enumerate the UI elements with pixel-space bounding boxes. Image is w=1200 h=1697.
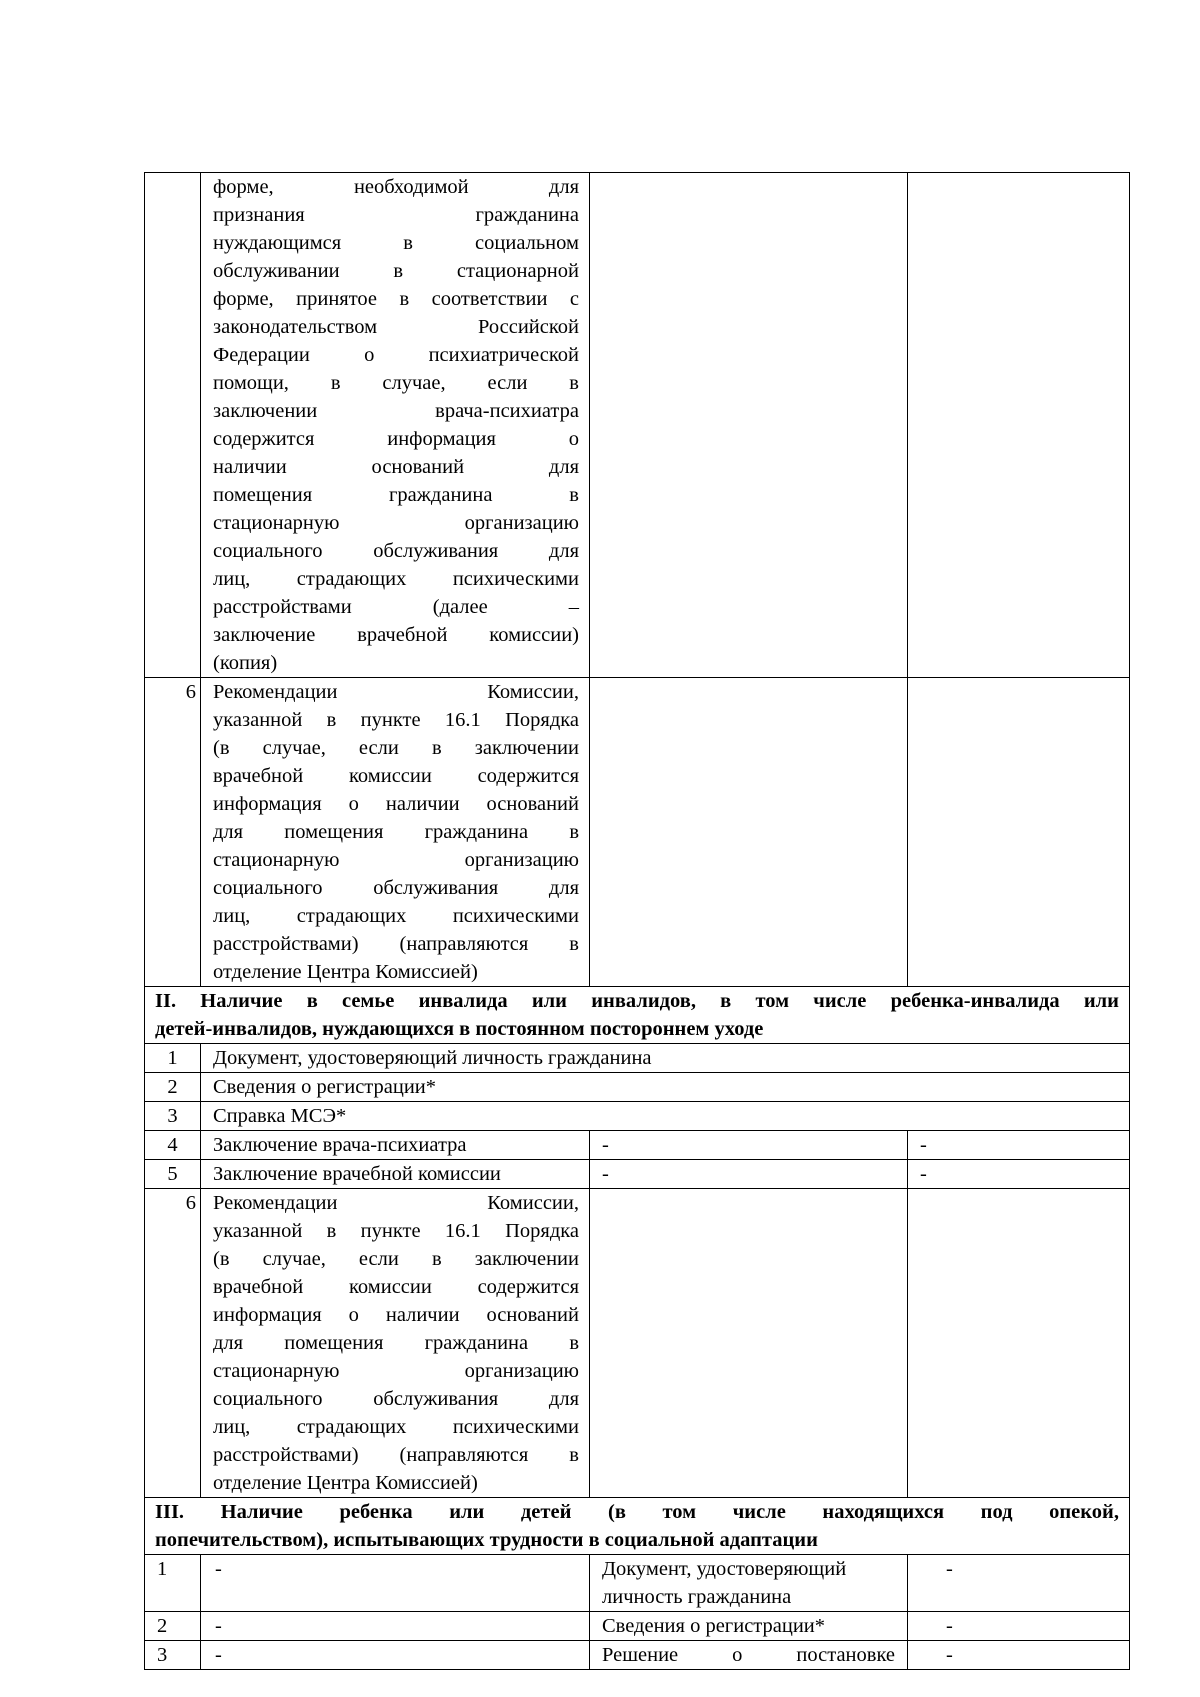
row-number: 6	[145, 1189, 201, 1498]
document-description: Документ, удостоверяющий личность гражданина	[201, 1044, 1130, 1073]
document-description: Сведения о регистрации*	[590, 1612, 908, 1641]
dash-cell: -	[908, 1612, 1130, 1641]
row-number: 6	[145, 678, 201, 987]
empty-cell	[908, 1189, 1130, 1498]
table-row	[145, 1131, 1130, 1160]
section-heading: II. Наличие в семье инвалида или инвалидов, в том числе ребенка-инвалида или детей-инвалидов, нуждающихся в постоянном постороннем уходе	[145, 987, 1130, 1044]
dash-cell: -	[908, 1131, 1130, 1160]
document-description: Рекомендации Комиссии, указанной в пункте 16.1 Порядка (в случае, если в заключении врачебной комиссии содержится информация о наличии оснований для помещения гражданина в стационарную организацию социального обслуживания для лиц, страдающих психическими расстройствами) (направляются в отделение Центра Комиссией)	[201, 1189, 590, 1498]
document-description: Решение о постановке	[590, 1641, 908, 1670]
table-row	[145, 1612, 1130, 1641]
row-number: 2	[145, 1073, 201, 1102]
document-description: Справка МСЭ*	[201, 1102, 1130, 1131]
row-number: 5	[145, 1160, 201, 1189]
dash-cell: -	[908, 1641, 1130, 1670]
dash-cell: -	[201, 1555, 590, 1612]
row-number: 3	[145, 1102, 201, 1131]
empty-cell	[908, 173, 1130, 678]
row-number: 2	[145, 1612, 201, 1641]
row-number-cell	[145, 173, 201, 678]
document-description: Документ, удостоверяющий личность гражданина	[590, 1555, 908, 1612]
section-heading: III. Наличие ребенка или детей (в том числе находящихся под опекой, попечительством), испытывающих трудности в социальной адаптации	[145, 1498, 1130, 1555]
dash-cell: -	[908, 1555, 1130, 1612]
document-description: форме, необходимой для признания гражданина нуждающимся в социальном обслуживании в стационарной форме, принятое в соответствии с законодательством Российской Федерации о психиатрической помощи, в случае, если в заключении врача-психиатра содержится информация о наличии оснований для помещения гражданина в стационарную организацию социального обслуживания для лиц, страдающих психическими расстройствами (далее – заключение врачебной комиссии) (копия)	[201, 173, 590, 678]
table-row	[145, 1044, 1130, 1073]
documents-table	[144, 172, 1130, 1670]
table-row	[145, 1189, 1130, 1498]
table-row	[145, 1641, 1130, 1670]
row-number: 4	[145, 1131, 201, 1160]
empty-cell	[908, 678, 1130, 987]
table-row	[145, 173, 1130, 678]
empty-cell	[590, 1189, 908, 1498]
document-description: Заключение врачебной комиссии	[201, 1160, 590, 1189]
empty-cell	[590, 678, 908, 987]
section-heading-row	[145, 987, 1130, 1044]
row-number: 1	[145, 1555, 201, 1612]
dash-cell: -	[590, 1160, 908, 1189]
document-description: Заключение врача-психиатра	[201, 1131, 590, 1160]
dash-cell: -	[590, 1131, 908, 1160]
row-number: 3	[145, 1641, 201, 1670]
empty-cell	[590, 173, 908, 678]
document-description: Сведения о регистрации*	[201, 1073, 1130, 1102]
table-row	[145, 678, 1130, 987]
table-row	[145, 1102, 1130, 1131]
table-row	[145, 1160, 1130, 1189]
dash-cell: -	[908, 1160, 1130, 1189]
dash-cell: -	[201, 1612, 590, 1641]
table-row	[145, 1555, 1130, 1612]
section-heading-row	[145, 1498, 1130, 1555]
document-description: Рекомендации Комиссии, указанной в пункте 16.1 Порядка (в случае, если в заключении врачебной комиссии содержится информация о наличии оснований для помещения гражданина в стационарную организацию социального обслуживания для лиц, страдающих психическими расстройствами) (направляются в отделение Центра Комиссией)	[201, 678, 590, 987]
row-number: 1	[145, 1044, 201, 1073]
dash-cell: -	[201, 1641, 590, 1670]
table-row	[145, 1073, 1130, 1102]
